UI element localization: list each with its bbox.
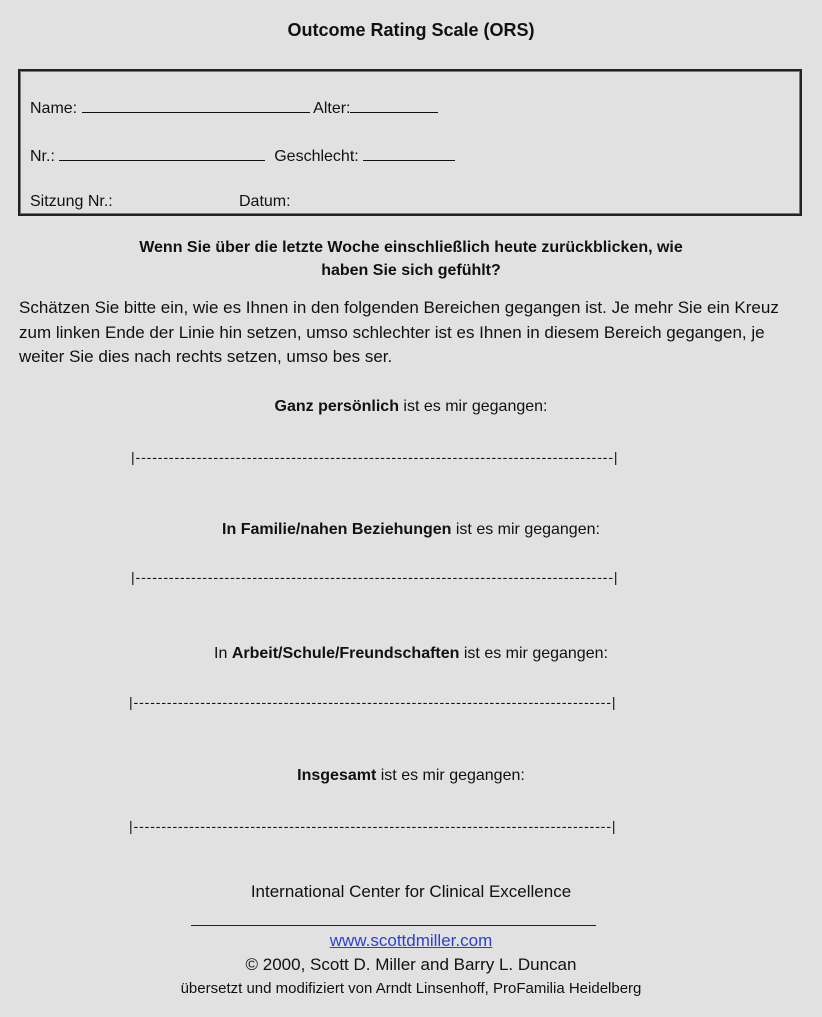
client-info-box bbox=[18, 69, 802, 216]
nr-row bbox=[30, 146, 455, 166]
geschlecht-field[interactable] bbox=[363, 146, 455, 161]
alter-field[interactable] bbox=[350, 98, 438, 113]
name-row bbox=[30, 98, 438, 118]
question-line-1: Wenn Sie über die letzte Woche einschließlich heute zurückblicken, wie bbox=[139, 239, 683, 256]
scale-label-personal: Ganz persönlich ist es mir gegangen: bbox=[274, 398, 548, 415]
scale-label-family: In Familie/nahen Beziehungen ist es mir gegangen: bbox=[222, 521, 600, 538]
website-link[interactable]: www.scottdmiller.com bbox=[329, 931, 493, 950]
scale-label-work: In Arbeit/Schule/Freundschaften ist es mir gegangen: bbox=[214, 645, 608, 662]
rating-line-personal[interactable]: |--------------------------------------------------------------------------------------| bbox=[131, 449, 619, 465]
nr-label: Nr.: bbox=[30, 148, 55, 165]
sitzung-label: Sitzung Nr.: bbox=[30, 193, 113, 210]
datum-label: Datum: bbox=[239, 193, 291, 210]
rating-line-family[interactable]: |--------------------------------------------------------------------------------------| bbox=[131, 569, 619, 585]
geschlecht-label: Geschlecht: bbox=[274, 148, 359, 165]
name-field[interactable] bbox=[82, 98, 310, 113]
instructions: Schätzen Sie bitte ein, wie es Ihnen in den folgenden Bereichen gegangen ist. Je mehr Sie ein Kreuz zum linken Ende der Linie hin setzen, umso schlechter ist es Ihnen in diesem Bereich gegangen, je weiter Sie dies nach rechts setzen, umso bes ser. bbox=[19, 298, 779, 366]
nr-field[interactable] bbox=[59, 146, 265, 161]
document-title: Outcome Rating Scale (ORS) bbox=[287, 20, 535, 40]
organization: International Center for Clinical Excellence bbox=[250, 882, 572, 901]
footer-divider bbox=[191, 925, 596, 926]
rating-line-work[interactable]: |--------------------------------------------------------------------------------------| bbox=[129, 694, 617, 710]
rating-line-overall[interactable]: |--------------------------------------------------------------------------------------| bbox=[129, 818, 617, 834]
scale-label-overall: Insgesamt ist es mir gegangen: bbox=[297, 767, 525, 784]
alter-label: Alter: bbox=[313, 100, 351, 117]
question-line-2: haben Sie sich gefühlt? bbox=[321, 262, 501, 279]
name-label: Name: bbox=[30, 100, 78, 117]
translation-credit: übersetzt und modifiziert von Arndt Linsenhoff, ProFamilia Heidelberg bbox=[180, 980, 642, 997]
copyright: © 2000, Scott D. Miller and Barry L. Duncan bbox=[245, 955, 577, 974]
question-heading bbox=[0, 236, 822, 282]
